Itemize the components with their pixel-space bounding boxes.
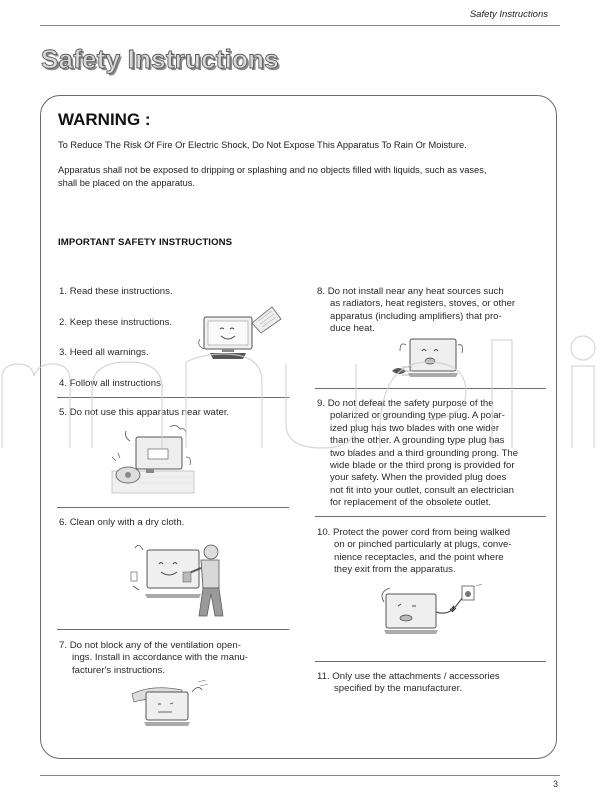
item-text-line: facturer's instructions. (72, 664, 166, 676)
item-text: Read these instructions. (69, 286, 173, 297)
item-number: 10. (317, 527, 331, 538)
safety-item-8 (317, 286, 515, 336)
section-divider (315, 661, 546, 662)
item-number: 6. (59, 517, 68, 528)
item-number: 3. (59, 347, 68, 358)
section-divider (57, 629, 289, 630)
section-divider (57, 507, 289, 508)
item-text: Heed all warnings. (69, 347, 149, 358)
safety-item-6 (59, 517, 184, 529)
item-number: 2. (59, 317, 68, 328)
item-number: 8. (317, 286, 326, 297)
item-text-line: two blades and a third grounding prong. The (330, 447, 519, 459)
tv-covered-ventilation-illustration (128, 680, 210, 728)
safety-item-9 (317, 398, 518, 510)
item-number: 5. (59, 407, 68, 418)
item-text: Do not use this apparatus near water. (69, 407, 230, 418)
item-text: Do not install near any heat sources such (327, 286, 504, 297)
tv-near-water-illustration (108, 425, 198, 497)
safety-item-7 (59, 640, 248, 677)
safety-item-11 (317, 671, 500, 696)
safety-item-2 (59, 317, 172, 329)
item-text-line: nience receptacles, and the point where (334, 551, 504, 563)
safety-item-5 (59, 407, 229, 419)
tv-near-heater-illustration (388, 335, 468, 381)
important-safety-heading: IMPORTANT SAFETY INSTRUCTIONS (58, 237, 233, 248)
man-cleaning-tv-illustration (125, 538, 225, 620)
item-text-line: apparatus (including amplifiers) that pro- (330, 310, 502, 322)
tv-power-cord-illustration (372, 582, 482, 638)
item-text-line: specified by the manufacturer. (334, 683, 462, 695)
warning-text-dripping-1: Apparatus shall not be exposed to dripping or splashing and no objects filled with liquids, such as vases, (58, 165, 487, 175)
page-number: 3 (552, 779, 558, 789)
safety-item-10 (317, 527, 512, 577)
page-title: Safety Instructions (41, 44, 279, 74)
warning-text-rain: To Reduce The Risk Of Fire Or Electric Shock, Do Not Expose This Apparatus To Rain Or Moisture. (58, 140, 467, 150)
section-divider (315, 516, 546, 517)
item-text-line: they exit from the apparatus. (334, 564, 456, 576)
item-text-line: on or pinched particularly at plugs, conve- (334, 539, 512, 551)
item-text: Only use the attachments / accessories (332, 671, 500, 682)
item-text: Clean only with a dry cloth. (69, 517, 185, 528)
item-text: Keep these instructions. (69, 317, 173, 328)
item-number: 1. (59, 286, 68, 297)
item-number: 4. (59, 378, 68, 389)
item-number: 7. (59, 640, 68, 651)
running-header-title: Safety Instructions (469, 9, 548, 20)
safety-item-3 (59, 347, 149, 359)
item-text: Do not defeat the safety purpose of the (327, 398, 494, 409)
item-text-line: than the other. A grounding type plug has (330, 435, 505, 447)
safety-item-4 (59, 378, 164, 390)
item-text-line: duce heat. (330, 323, 375, 335)
warning-title: WARNING : (58, 110, 151, 129)
item-number: 9. (317, 398, 326, 409)
section-divider (315, 388, 546, 389)
item-text-line: polarized or grounding type plug. A polar- (330, 410, 505, 422)
warning-text-dripping-2: shall be placed on the apparatus. (58, 177, 195, 188)
item-text-line: ings. Install in accordance with the manu- (72, 652, 248, 664)
item-text-line: as radiators, heat registers, stoves, or other (330, 298, 516, 310)
item-text: Follow all instructions. (69, 378, 164, 389)
item-text-line: wide blade or the third prong is provided for (330, 460, 515, 472)
item-text: Do not block any of the ventilation open- (69, 640, 241, 651)
item-text-line: ized plug has two blades with one wider (330, 422, 500, 434)
item-text-line: your safety. When the provided plug does (330, 472, 507, 484)
section-divider (57, 397, 289, 398)
item-text: Protect the power cord from being walked (333, 527, 511, 538)
item-number: 11. (317, 671, 330, 682)
header-rule (40, 25, 560, 26)
item-text-line: not fit into your outlet, consult an electrician (330, 484, 514, 496)
safety-item-1 (59, 286, 173, 298)
tv-reading-manual-illustration (192, 303, 282, 363)
item-text-line: for replacement of the obsolete outlet. (330, 497, 492, 509)
footer-rule (40, 775, 560, 776)
